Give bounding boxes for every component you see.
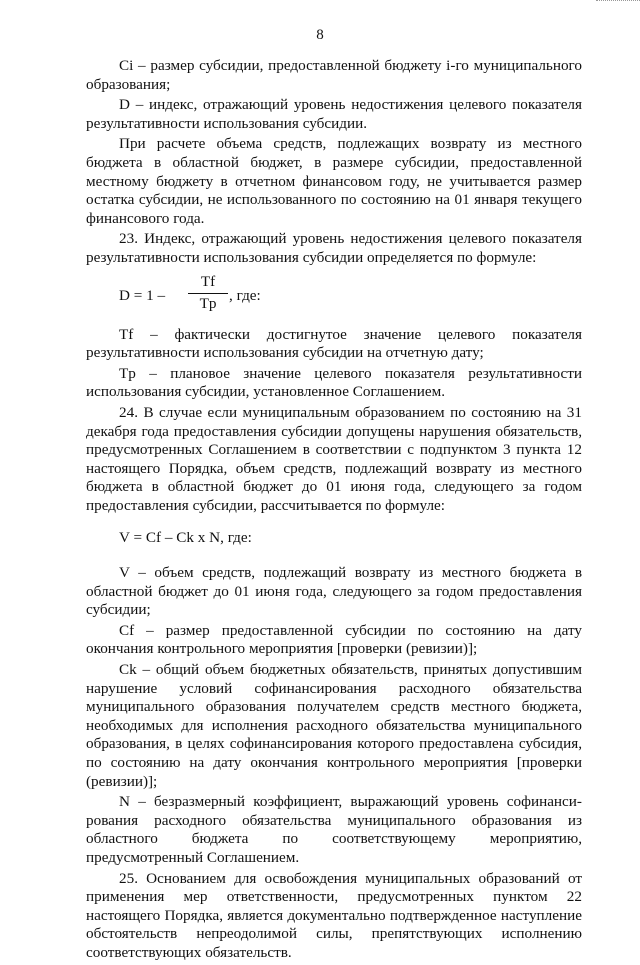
formula-denominator: Tp <box>199 294 217 312</box>
formula-volume-v: V = Cf – Ck x N, где: <box>119 529 252 547</box>
formula-index-d <box>119 273 582 321</box>
paragraph-n: N – безразмерный коэффициент, выражающий уровень софинанси-рования расходного обязательства муниципального образования из областного бюджета по соответствующему мероприятию, предусмотренный Соглашением. <box>86 793 582 866</box>
paragraph-tf: Tf – фактически достигнутое значение целевого показателя результативности использования субсидии на отчетную дату; <box>86 325 582 362</box>
paragraph-25: 25. Основанием для освобождения муниципальных образований от применения мер ответственности, предусмотренных пунктом 22 настоящего Порядка, является документально подтвержденное наступление обстоятельств непреодолимой силы, препятствующих исполнению соответствующих обязательств. <box>86 869 582 961</box>
corner-mark <box>596 0 640 3</box>
paragraph-ck: Ck – общий объем бюджетных обязательств, принятых допустившим нарушение условий софинансирования расходного обязательства муниципального образования получателем средств местного бюджета, необходимых для исполнения расходного обязательства муниципального образования, в целях софинансирования которого предоставлена субсидия, по состоянию на дату окончания контрольного мероприятия [проверки (ревизии)]; <box>86 661 582 790</box>
paragraph-d: D – индекс, отражающий уровень недостижения целевого показателя результативности использования субсидии. <box>86 96 582 132</box>
fraction-bar <box>188 293 228 294</box>
paragraph-v: V – объем средств, подлежащий возврату из местного бюджета в областной бюджет до 01 июня года, следующего за годом предоставления субсидии; <box>86 564 582 619</box>
formula-numerator: Tf <box>200 272 216 290</box>
paragraph-24: 24. В случае если муниципальным образованием по состоянию на 31 декабря года предоставления субсидии допущены нарушения обязательств, предусмотренных Соглашением в соответствии с подпунктом 3 пункта 12 настоящего Порядка, объем средств, подлежащий возврату из местного бюджета в областной бюджет до 01 июня года, следующего за годом предоставления субсидии, рассчитывается по формуле: <box>86 403 582 514</box>
body-text <box>86 57 582 965</box>
paragraph-tp: Tp – плановое значение целевого показателя результативности использования субсидии, установленное Соглашением. <box>86 364 582 401</box>
formula-tail: , где: <box>229 286 261 304</box>
paragraph-cf: Cf – размер предоставленной субсидии по состоянию на дату окончания контрольного мероприятия [проверки (ревизии)]; <box>86 621 582 658</box>
formula-lhs: D = 1 – <box>119 286 166 304</box>
paragraph-remainder: При расчете объема средств, подлежащих возврату из местного бюджета в областной бюджет, в размере субсидии, предоставленной местному бюджету в отчетном финансовом году, не учитывается размер остатка субсидии, не использованного по состоянию на 01 января текущего финансового года. <box>86 135 582 227</box>
paragraph-23: 23. Индекс, отражающий уровень недостижения целевого показателя результативности использования субсидии определяется по формуле: <box>86 230 582 266</box>
page-number: 8 <box>316 27 324 43</box>
paragraph-ci: Ci – размер субсидии, предоставленной бюджету i-го муниципального образования; <box>86 57 582 93</box>
